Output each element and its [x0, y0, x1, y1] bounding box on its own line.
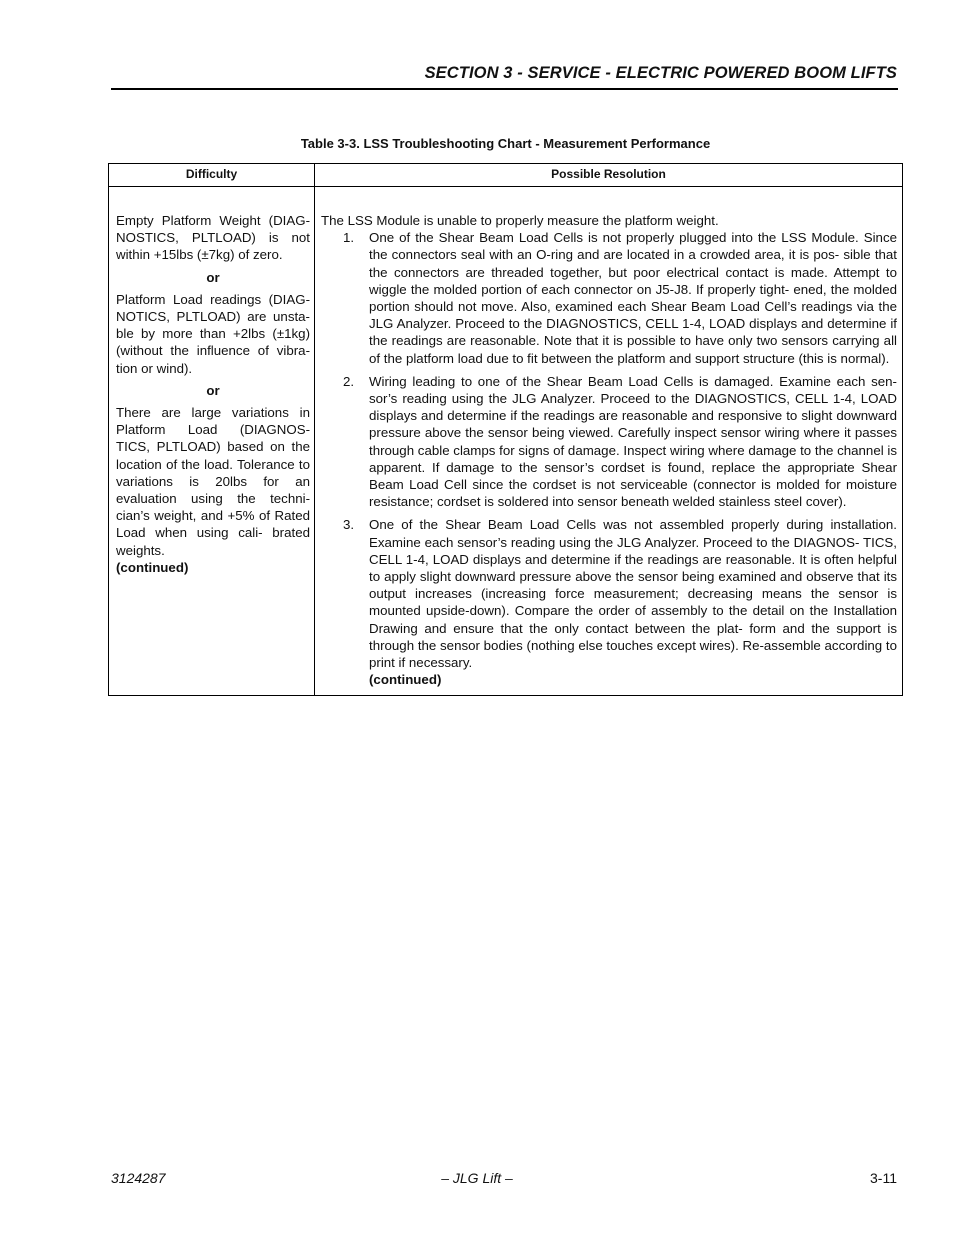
difficulty-item: Platform Load readings (DIAG- NOTICS, PLTLOAD) are unsta- ble by more than +2lbs (±1kg) (without the influence of vibra- tion or wind). [116, 291, 310, 376]
page-number: 3-11 [870, 1170, 897, 1186]
or-separator: or [206, 269, 220, 285]
list-item [321, 373, 897, 511]
continued-note: (continued) [369, 672, 442, 688]
list-item [321, 229, 897, 367]
step-number: 1. [343, 230, 355, 246]
step-number: 3. [343, 517, 355, 533]
step-text: One of the Shear Beam Load Cells is not properly plugged into the LSS Module. Since the connectors seal with an O-ring and are located in a crowded area, it is pos- sible that the connectors are threaded together, but poor electrical contact is made. Attempt to wiggle the molded portion of each connector on J5-J8. If properly tight- ened, the molded portion should not move. Also, examined each Shear Beam Load Cell’s readings via the JLG Analyzer. Proceed to the DIAGNOSTICS, CELL 1-4, LOAD displays and determine if the readings are reasonable. Note that it is possible to have only two sensors carrying all of the platform load due to fit between the platform and support structure (this is normal). [369, 230, 897, 366]
or-separator: or [206, 382, 220, 398]
troubleshooting-table [108, 163, 903, 696]
header-divider [111, 88, 898, 90]
list-item [321, 516, 897, 688]
continued-note: (continued) [116, 559, 189, 575]
resolution-intro: The LSS Module is unable to properly measure the platform weight. [321, 213, 719, 228]
difficulty-item: There are large variations in Platform Load (DIAGNOS- TICS, PLTLOAD) based on the location of the load. Tolerance to variations is 20lbs for an evaluation using the techni- cian’s weight, and +5% of Rated Load when using cali- brated weights. [116, 405, 310, 558]
difficulty-item: Empty Platform Weight (DIAG- NOSTICS, PLTLOAD) is not within +15lbs (±7kg) of zero. [116, 213, 310, 263]
table-row [109, 187, 903, 696]
brand-footer: – JLG Lift – [441, 1170, 513, 1186]
section-title: SECTION 3 - SERVICE - ELECTRIC POWERED BOOM LIFTS [424, 64, 897, 82]
resolution-cell [315, 187, 903, 696]
step-text: One of the Shear Beam Load Cells was not assembled properly during installation. Examine each sensor’s reading using the JLG Analyzer. Proceed to the DIAGNOS- TICS, CELL 1-4, LOAD displays and determine if the readings are reasonable. It is often helpful to apply slight downward pressure above the sensor being examined and observe that its output increases (increasing force measurement; decreasing means the sensor is mounted upside-down). Compare the order of assembly to the detail on the Installation Drawing and ensure that the only contact between the plat- form and the support is through the sensor bodies (nothing else touches except wires). Re-assemble according to print if necessary. [369, 517, 897, 671]
difficulty-cell [109, 187, 315, 696]
resolution-steps [321, 229, 897, 688]
step-text: Wiring leading to one of the Shear Beam Load Cells is damaged. Examine each sen- sor’s reading using the JLG Analyzer. Proceed to the DIAGNOSTICS, CELL 1-4, LOAD displays and determine if the readings are reasonable and responsive to slight downward pressure above the sensor being viewed. Carefully inspect sensor wiring where it passes through cable clamps for signs of damage. Inspect wiring where damage to the channel is apparent. If damage to the sensor’s cordset is found, replace the appropriate Shear Beam Load Cell since the cordset is not serviceable (connector is molded for moisture resistance; cordset is soldered into sensor beneath welded stainless steel cover). [369, 373, 897, 510]
column-header-difficulty: Difficulty [109, 164, 315, 187]
column-header-resolution: Possible Resolution [315, 164, 903, 187]
document-number: 3124287 [111, 1170, 166, 1186]
step-number: 2. [343, 373, 355, 389]
table-caption: Table 3-3. LSS Troubleshooting Chart - Measurement Performance [300, 136, 711, 151]
table-header-row [109, 164, 903, 187]
